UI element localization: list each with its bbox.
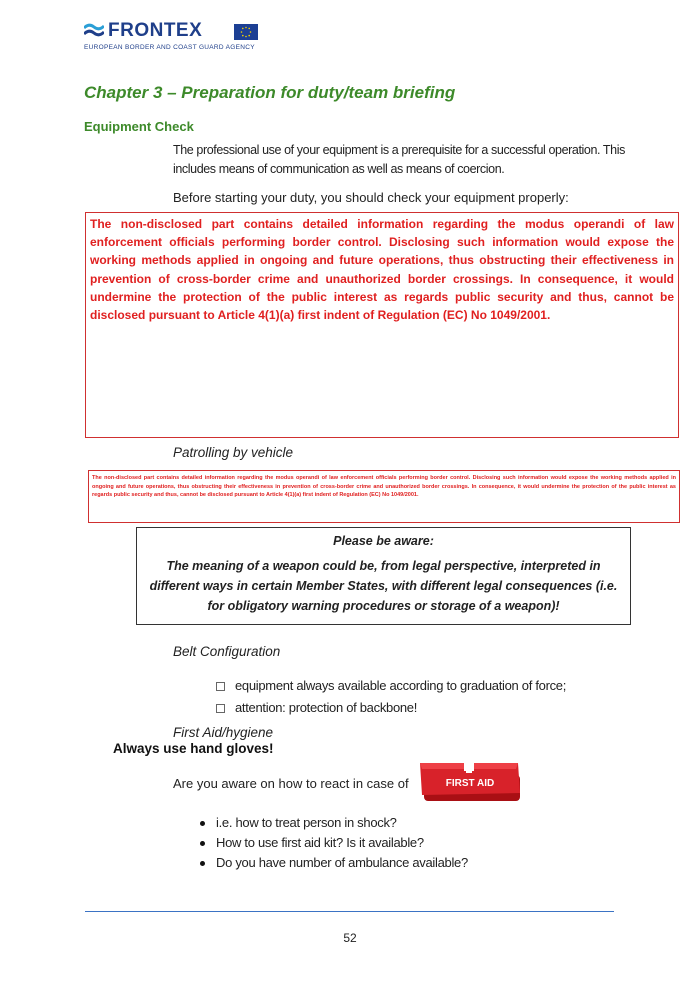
chapter-title: Chapter 3 – Preparation for duty/team briefing	[84, 83, 456, 102]
frontex-waves-icon	[84, 22, 104, 40]
eu-flag-icon	[234, 24, 258, 40]
first-aid-kit-label: FIRST AID	[445, 778, 495, 789]
redaction-notice-small: The non-disclosed part contains detailed information regarding the modus operandi of law enforcement officials performing border control. Disclosing such information would expose the working methods applied in ongoing and future operations, thus obstructing their effectiveness in prevention of cross-border crime and unauthorized border crossings. In consequence, it would undermine the protection of the public interest as regards public security and thus, cannot be disclosed pursuant to Article 4(1)(a) first indent of Regulation (EC) No 1049/2001.	[92, 475, 676, 498]
patrolling-heading: Patrolling by vehicle	[173, 445, 294, 460]
equipment-paragraph: The professional use of your equipment is a prerequisite for a successful operation. This includes means of communication as well as means of coercion.	[173, 143, 625, 176]
belt-configuration-heading: Belt Configuration	[173, 644, 281, 659]
redaction-box-small	[88, 470, 680, 523]
aware-question: Are you aware on how to react in case of	[173, 776, 409, 791]
list-item: i.e. how to treat person in shock?	[200, 813, 468, 833]
logo-subtitle: EUROPEAN BORDER AND COAST GUARD AGENCY	[84, 44, 255, 51]
page-number: 52	[343, 931, 357, 945]
aware-box-title: Please be aware:	[333, 534, 434, 548]
belt-list	[216, 675, 566, 719]
section-title: Equipment Check	[84, 119, 194, 134]
bullet-icon	[200, 861, 205, 866]
list-item: Do you have number of ambulance available?	[200, 853, 468, 873]
checkbox-bullet-icon	[216, 704, 225, 713]
checkbox-bullet-icon	[216, 682, 225, 691]
first-aid-kit-image	[416, 753, 524, 803]
footer-divider	[85, 911, 614, 912]
first-aid-heading: First Aid/hygiene	[173, 725, 274, 740]
bullet-icon	[200, 821, 205, 826]
please-be-aware-box	[136, 527, 631, 625]
redaction-box	[85, 212, 679, 438]
check-equipment-paragraph: Before starting your duty, you should check your equipment properly:	[173, 190, 569, 205]
list-item: attention: protection of backbone!	[216, 697, 566, 719]
redaction-notice: The non-disclosed part contains detailed information regarding the modus operandi of law enforcement officials performing border control. Disclosing such information would expose the working methods applied in ongoing and future operations, thus obstructing their effectiveness in prevention of cross-border crime and unauthorized border crossings. In consequence, it would undermine the protection of the public interest as regards public security and thus, cannot be disclosed pursuant to Article 4(1)(a) first indent of Regulation (EC) No 1049/2001.	[90, 217, 674, 323]
frontex-logo	[84, 20, 264, 56]
bullet-icon	[200, 841, 205, 846]
list-item: equipment always available according to graduation of force;	[216, 675, 566, 697]
list-item: How to use first aid kit? Is it available?	[200, 833, 468, 853]
first-aid-list	[200, 813, 468, 873]
logo-wordmark: FRONTEX	[108, 20, 203, 41]
aware-box-body: The meaning of a weapon could be, from legal perspective, interpreted in different ways in certain Member States, with different legal consequences (i.e. for obligatory warning procedures or storage of a weapon)!	[149, 559, 618, 613]
gloves-note: Always use hand gloves!	[113, 741, 274, 756]
